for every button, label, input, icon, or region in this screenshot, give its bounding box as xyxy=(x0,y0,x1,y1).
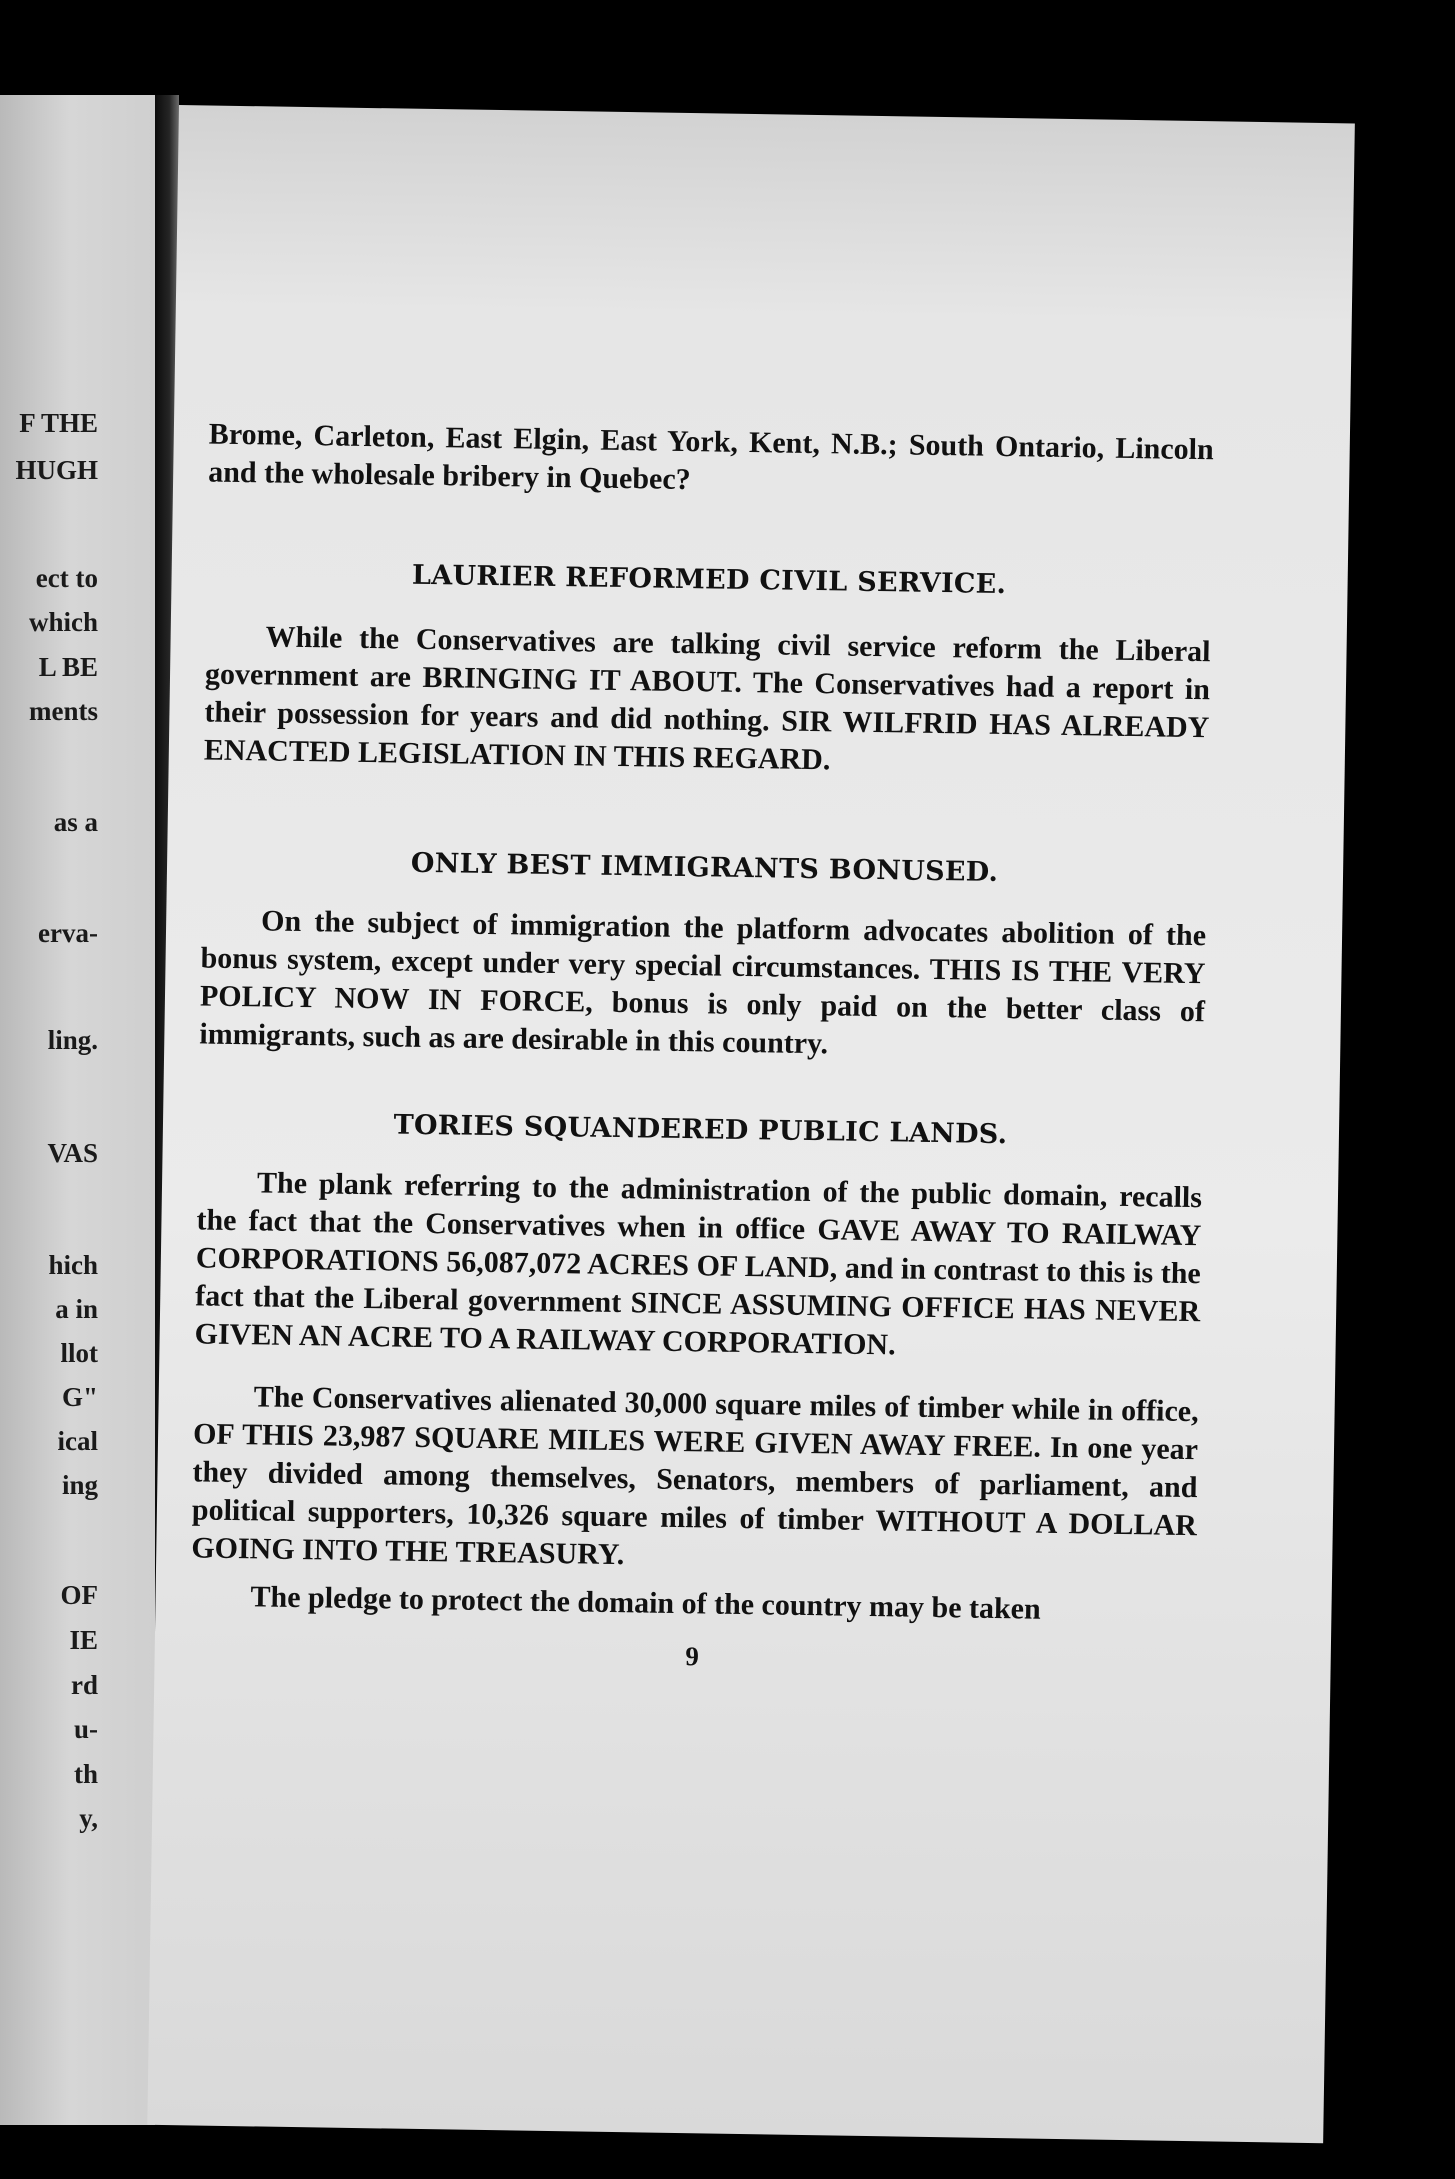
paragraph-immigrants: On the subject of immigration the platform advocates abolition of the bonus system, except under very special circumstances. THIS IS THE VERY POLICY NOW IN FORCE, bonus is only paid on the better class of immigrants, such as are desirable in this country. xyxy=(199,904,1207,1061)
facing-page-fragment: u- xyxy=(73,1714,98,1744)
section-heading-civil-service: LAURIER REFORMED CIVIL SERVICE. xyxy=(411,559,1007,601)
facing-page-fragment: as a xyxy=(53,807,98,837)
facing-page-fragment: llot xyxy=(60,1338,98,1368)
facing-page-fragment: ect to xyxy=(35,563,98,593)
facing-page-fragment: F THE xyxy=(19,408,98,438)
facing-page-fragment: a in xyxy=(55,1294,98,1324)
facing-page-fragment: hich xyxy=(48,1250,98,1280)
paragraph-public-lands-3: The pledge to protect the domain of the country may be taken xyxy=(250,1580,1041,1626)
facing-page-fragment: y, xyxy=(79,1803,98,1833)
page-text xyxy=(189,416,1214,1684)
facing-page-fragment: rd xyxy=(71,1670,98,1700)
section-heading-public-lands: TORIES SQUANDERED PUBLIC LANDS. xyxy=(393,1109,1008,1151)
facing-page-fragment: ments xyxy=(29,696,98,726)
facing-page-fragment: ling. xyxy=(47,1025,98,1055)
facing-page-fragment: OF xyxy=(60,1580,98,1610)
facing-page-fragment: VAS xyxy=(47,1138,98,1168)
facing-page-fragment: which xyxy=(28,607,98,637)
section-heading-immigrants: ONLY BEST IMMIGRANTS BONUSED. xyxy=(410,847,999,888)
facing-page-fragment: ical xyxy=(57,1426,98,1456)
page-number: 9 xyxy=(685,1641,700,1672)
facing-page-fragment: HUGH xyxy=(15,455,98,485)
paragraph-public-lands-2: The Conservatives alienated 30,000 square miles of timber while in office, OF THIS 23,987 SQUARE MILES WERE GIVEN AWAY FREE. In one year they divided among themselves, Senators, members of parliament, and political supporters, 10,326 square miles of timber WITHOUT A DOLLAR GOING INTO THE TREASURY. xyxy=(191,1380,1199,1572)
facing-page-fragment: L BE xyxy=(38,652,98,682)
paragraph-civil-service: While the Conservatives are talking civil service reform the Liberal government are BRINGING IT ABOUT. The Conservatives had a report in their possession for years and did nothing. SIR WILFRID HAS ALREADY ENACTED LEGISLATION IN THIS REGARD. xyxy=(203,620,1211,777)
facing-page-fragment: ing xyxy=(61,1470,98,1500)
opening-paragraph: Brome, Carleton, East Elgin, East York, Kent, N.B.; South Ontario, Lincoln and the wholesale bribery in Quebec? xyxy=(207,417,1214,497)
paragraph-public-lands-1: The plank referring to the administration of the public domain, recalls the fact that the Conservatives when in office GAVE AWAY TO RAILWAY CORPORATIONS 56,087,072 ACRES OF LAND, and in contrast to this is the fact that the Liberal government SINCE ASSUMING OFFICE HAS NEVER GIVEN AN ACRE TO A RAILWAY CORPORATION. xyxy=(194,1166,1203,1362)
facing-page-fragment: erva- xyxy=(38,918,98,948)
facing-page-fragment: IE xyxy=(69,1625,98,1655)
facing-page-fragment: G" xyxy=(62,1382,98,1412)
facing-page-fragment: th xyxy=(73,1759,98,1789)
book-page xyxy=(147,105,1355,2143)
